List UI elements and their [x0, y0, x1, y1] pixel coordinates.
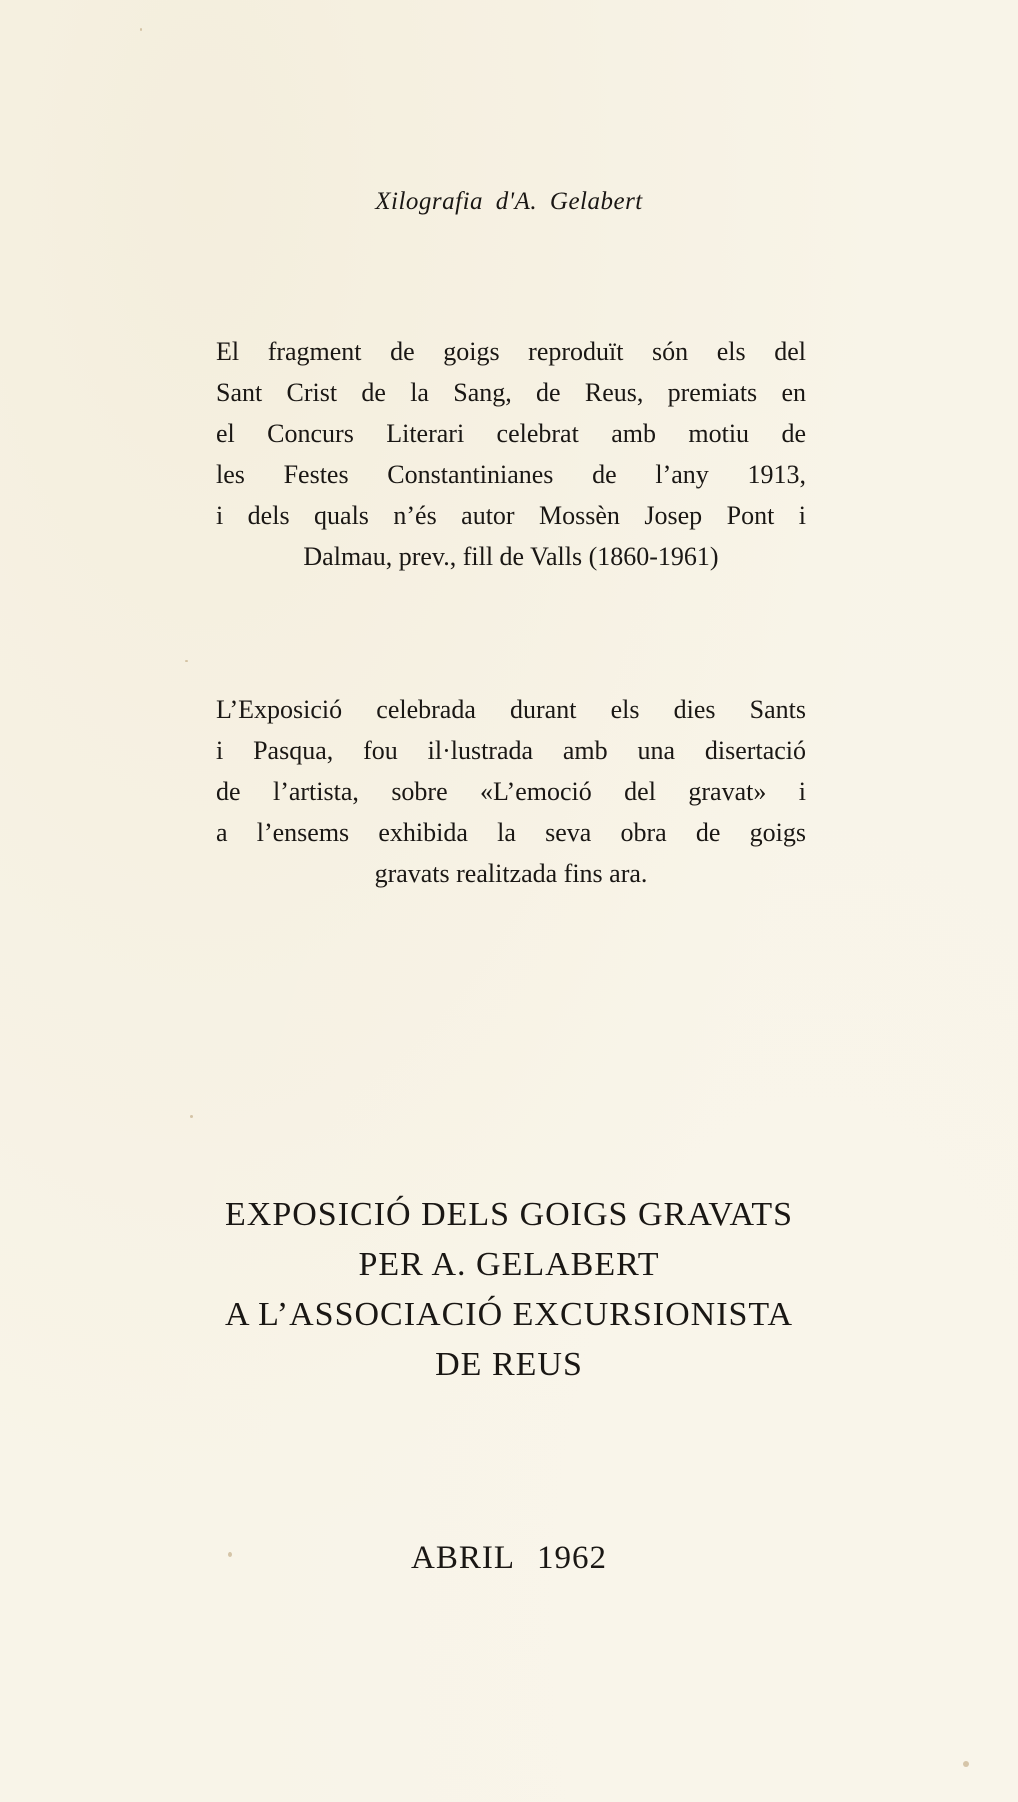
paragraph-exhibition — [216, 689, 806, 894]
title-line: DE REUS — [435, 1346, 583, 1383]
title-line: A L’ASSOCIACIÓ EXCURSIONISTA — [224, 1296, 794, 1333]
paper-speck — [963, 1761, 969, 1767]
paragraph-line: les Festes Constantinianes de l’any 1913, — [216, 460, 806, 489]
paper-speck — [140, 28, 142, 31]
paper-speck — [228, 1552, 232, 1557]
woodcut-caption: Xilografia d'A. Gelabert — [375, 188, 643, 215]
paper-speck — [190, 1115, 193, 1118]
paragraph-goigs-fragment — [216, 331, 806, 577]
paragraph-line: de l’artista, sobre «L’emoció del gravat» i — [216, 777, 806, 806]
title-line: PER A. GELABERT — [358, 1246, 660, 1283]
paragraph-line: i dels quals n’és autor Mossèn Josep Pont i — [216, 501, 806, 530]
paragraph-line: El fragment de goigs reproduït són els del — [216, 337, 806, 366]
paragraph-line: Sant Crist de la Sang, de Reus, premiats en — [216, 378, 806, 407]
paper-speck — [185, 660, 188, 662]
paragraph-line: a l’ensems exhibida la seva obra de goigs — [216, 818, 806, 847]
paragraph-line: L’Exposició celebrada durant els dies Sants — [216, 695, 806, 724]
paragraph-line: Dalmau, prev., fill de Valls (1860-1961) — [303, 542, 719, 571]
paragraph-line: el Concurs Literari celebrat amb motiu de — [216, 419, 806, 448]
paragraph-line: gravats realitzada fins ara. — [374, 859, 648, 888]
exhibition-title — [0, 1190, 1018, 1390]
paragraph-line: i Pasqua, fou il·lustrada amb una disertació — [216, 736, 806, 765]
title-line: EXPOSICIÓ DELS GOIGS GRAVATS — [225, 1196, 793, 1233]
publication-date: ABRIL 1962 — [410, 1540, 608, 1576]
